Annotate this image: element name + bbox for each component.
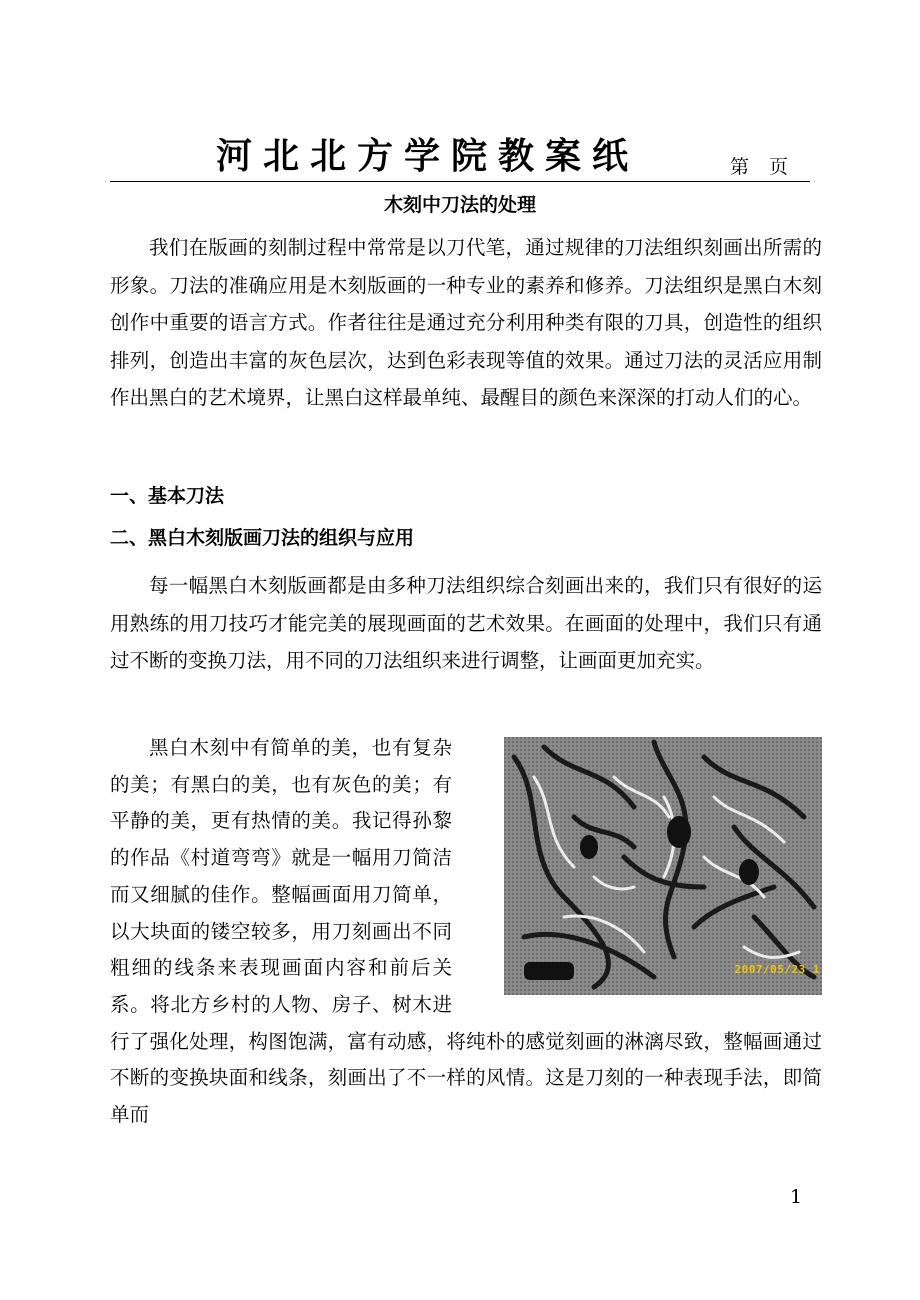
section-heading-2: 二、黑白木刻版画刀法的组织与应用: [110, 527, 415, 549]
header-rule: [110, 181, 810, 182]
header-title: 河北北方学院教案纸: [216, 136, 640, 177]
section-heading-1: 一、基本刀法: [110, 485, 225, 507]
paragraph-3-container: [110, 730, 822, 1134]
header-page-suffix: 页: [769, 156, 789, 178]
photo-timestamp: 2007/05/23 1: [734, 963, 820, 977]
paragraph-2: 每一幅黑白木刻版画都是由多种刀法组织综合刻画出来的，我们只有很好的运用熟练的用刀技巧才能完美的展现画面的艺术效果。在画面的处理中，我们只有通过不断的变换刀法，用不同的刀法组织来进行调整，让画面更加充实。: [110, 574, 822, 672]
article-title: 木刻中刀法的处理: [383, 194, 536, 216]
intro-paragraph: 我们在版画的刻制过程中常常是以刀代笔，通过规律的刀法组织刻画出所需的形象。刀法的准确应用是木刻版画的一种专业的素养和修养。刀法组织是黑白木刻创作中重要的语言方式。作者往往是通过充分利用种类有限的刀具，创造性的组织排列，创造出丰富的灰色层次，达到色彩表现等值的效果。通过刀法的灵活应用制作出黑白的艺术境界，让黑白这样最单纯、最醒目的颜色来深深的打动人们的心。: [110, 236, 822, 409]
woodcut-image: [504, 737, 822, 995]
paragraph-3: 黑白木刻中有简单的美，也有复杂的美；有黑白的美，也有灰色的美；有平静的美，更有热情的美。我记得孙黎的作品《村道弯弯》就是一幅用刀简洁而又细腻的佳作。整幅画面用刀简单，以大块面的镂空较多，用刀刻画出不同粗细的线条来表现画面内容和前后关系。将北方乡村的人物、房子、树木进行了强化处理，构图饱满，富有动感，将纯朴的感觉刻画的淋漓尽致，整幅画通过不断的变换块面和线条，刻画出了不一样的风情。这是刀刻的一种表现手法，即简单而: [110, 736, 822, 1127]
header-page-prefix: 第: [730, 156, 750, 178]
header-page-label: [730, 152, 808, 179]
page-number: 1: [790, 1186, 803, 1208]
